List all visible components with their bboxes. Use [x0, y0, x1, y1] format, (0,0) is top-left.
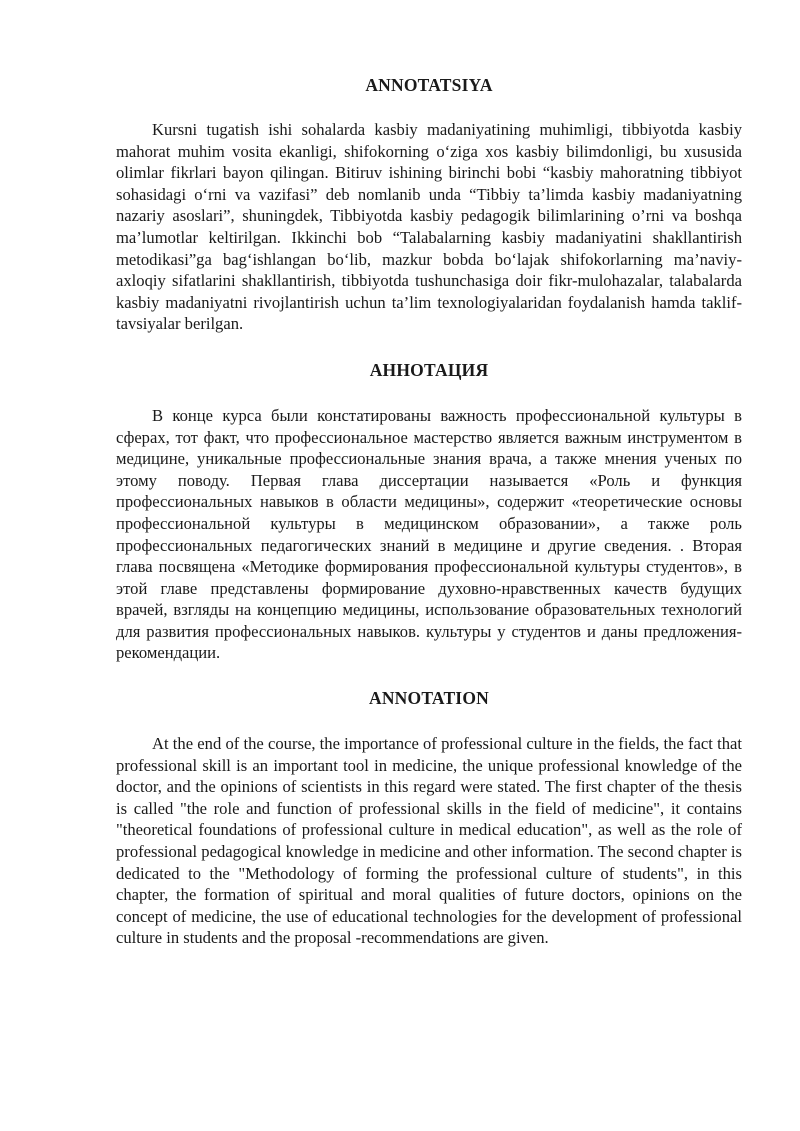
- section-english-annotation: [116, 687, 742, 949]
- section-text-uzbek: Kursni tugatish ishi sohalarda kasbiy madaniyatining muhimligi, tibbiyotda kasbiy mahorat muhim vosita ekanligi, shifokorning oʻziga xos kasbiy bilimdonligi, bu xususida olimlar fikrlari bayon qilingan. Bitiruv ishining birinchi bobi “kasbiy mahoratning tibbiyot sohasidagi oʻrni va vazifasi” deb nomlanib unda “Tibbiy ta’limda kasbiy madaniyatning nazariy asoslari”, shuningdek, Tibbiyotda kasbiy pedagogik bilimlarining o’rni va boshqa ma’lumotlar keltirilgan. Ikkinchi bob “Talabalarning kasbiy madaniyatini shakllantirish metodikasi”ga bagʻishlangan boʻlib, mazkur bobda boʻlajak shifokorlarning ma’naviy-axloqiy sifatlarini shakllantirish, tibbiyotda tushunchasiga doir fikr-mulohazalar, talabalarda kasbiy madaniyatni rivojlantirish uchun ta’lim texnologiyalaridan foydalanish hamda taklif-tavsiyalar berilgan.: [116, 120, 742, 334]
- section-title-russian: АННОТАЦИЯ: [369, 359, 489, 380]
- section-text-russian: В конце курса были констатированы важность профессиональной культуры в сферах, тот факт, что профессиональное мастерство является важным инструментом в медицине, уникальные профессиональные знания врача, а также мнения ученых по этому поводу. Первая глава диссертации называется «Роль и функция профессиональных навыков в области медицины», содержит «теоретические основы профессиональной культуры в медицинском образовании», а также роль профессиональных педагогических знаний в медицине и другие сведения. . Вторая глава посвящена «Методике формирования профессиональной культуры студентов», в этой главе представлены формирование духовно-нравственных качеств будущих врачей, взгляды на концепцию медицины, использование образовательных технологий для развития профессиональных навыков. культуры у студентов и даны предложения-рекомендации.: [116, 405, 742, 663]
- document-page: [116, 74, 742, 949]
- section-title-english: ANNOTATION: [369, 688, 489, 709]
- section-text-english: At the end of the course, the importance of professional culture in the fields, the fact that professional skill is an important tool in medicine, the unique professional knowledge of the doctor, and the opinions of scientists in this regard were stated. The first chapter of the thesis is called "the role and function of professional skills in the field of medicine", it contains "theoretical foundations of professional culture in medical education", as well as the role of professional pedagogical knowledge in medicine and other information. The second chapter is dedicated to the "Methodology of forming the professional culture of students", in this chapter, the formation of spiritual and moral qualities of future doctors, opinions on the concept of medicine, the use of educational technologies for the development of professional culture in students and the proposal -recommendations are given.: [116, 734, 742, 948]
- section-russian-annotation: [116, 359, 742, 664]
- section-uzbek-annotation: [116, 74, 742, 335]
- section-title-uzbek: ANNOTATSIYA: [365, 75, 493, 95]
